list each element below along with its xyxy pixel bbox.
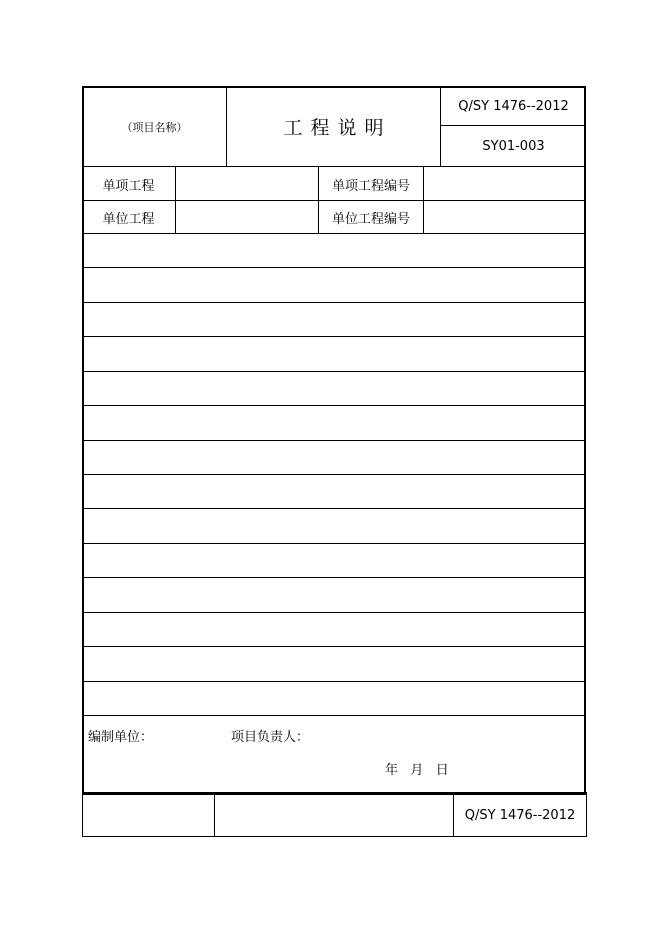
footer-cell-2 [215, 795, 453, 836]
description-area [82, 234, 586, 716]
unit-project-code-label: 单位工程编号 [331, 212, 410, 227]
compiler-label: 编制单位： [88, 730, 154, 745]
standard-code-cell [441, 86, 586, 126]
standard-code: Q/SY 1476--2012 [458, 98, 569, 114]
unit-project-label: 单位工程 [102, 212, 155, 227]
unit-project-code-field[interactable] [424, 201, 586, 234]
description-line[interactable] [82, 682, 586, 716]
title-cell [227, 86, 441, 167]
description-line[interactable] [82, 234, 586, 268]
description-line[interactable] [82, 441, 586, 475]
single-project-label: 单项工程 [102, 178, 155, 194]
description-line[interactable] [82, 268, 586, 302]
form-code: SY01-003 [482, 139, 545, 154]
info-col-divider-2 [318, 166, 319, 234]
manager-label: 项目负责人： [231, 730, 310, 745]
description-line[interactable] [82, 544, 586, 578]
description-line[interactable] [82, 509, 586, 543]
project-name-placeholder: （项目名称） [121, 120, 188, 134]
description-line[interactable] [82, 372, 586, 406]
unit-project-code-label-cell [319, 201, 423, 234]
single-project-value-field[interactable] [176, 167, 318, 201]
description-line[interactable] [82, 647, 586, 681]
document-form [82, 86, 586, 793]
footer-cell-1 [83, 795, 214, 836]
description-line[interactable] [82, 613, 586, 647]
description-line[interactable] [82, 578, 586, 612]
single-project-code-field[interactable] [424, 167, 586, 201]
form-code-cell [441, 126, 586, 167]
footer-table [82, 795, 587, 837]
info-col-divider-3 [423, 166, 424, 234]
description-line[interactable] [82, 406, 586, 440]
footer-standard-code: Q/SY 1476--2012 [464, 808, 576, 823]
project-name-cell [82, 86, 227, 167]
info-col-divider-1 [175, 166, 176, 234]
single-project-code-label-cell [319, 167, 423, 201]
unit-project-label-cell [82, 201, 175, 234]
footer-code-cell [454, 795, 586, 836]
single-project-label-cell [82, 167, 175, 201]
single-project-code-label: 单项工程编号 [331, 178, 410, 194]
date-label: 年 月 日 [385, 763, 449, 778]
page-title: 工 程 说 明 [283, 117, 385, 139]
description-line[interactable] [82, 475, 586, 509]
unit-project-value-field[interactable] [176, 201, 318, 234]
description-line[interactable] [82, 303, 586, 337]
description-line[interactable] [82, 337, 586, 371]
